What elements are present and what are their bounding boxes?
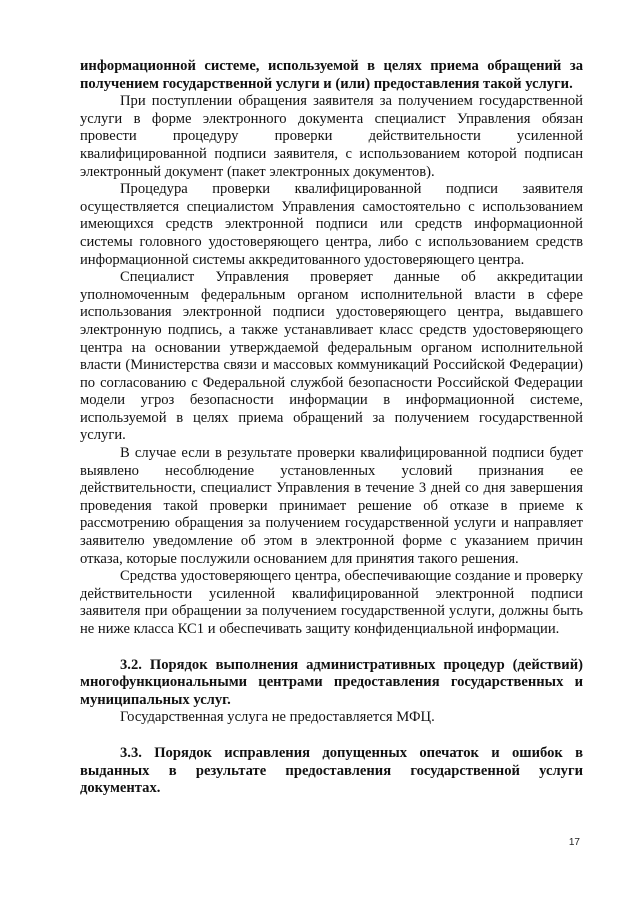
paragraph-signature-check: При поступлении обращения заявителя за получением государственной услуги в форме электронного документа специалист Управления обязан провести процедуру проверки действительности усиленной квалифицированной подписи заявителя, с использованием которой подписан электронный документ (пакет электронных документов).	[80, 93, 583, 180]
paragraph-accreditation: Специалист Управления проверяет данные об аккредитации уполномоченным федеральным органом исполнительной власти в сфере использования электронной подписи удостоверяющего центра, выдавшего электронную подпись, а также устанавливает класс средств удостоверяющего центра на основании утверждаемой федеральным органом исполнительной власти (Министерства связи и массовых коммуникаций Российской Федерации) по согласованию с Федеральной службой безопасности Российской Федерации модели угроз безопасности информации в информационной системе, используемой в целях приема обращений за получением государственной услуги.	[80, 269, 583, 444]
paragraph-continuation: информационной системе, используемой в целях приема обращений за получением государственной услуги и (или) предоставления такой услуги.	[80, 58, 583, 92]
section-heading-3-3: 3.3. Порядок исправления допущенных опечаток и ошибок в выданных в результате предоставления государственной услуги документах.	[80, 744, 583, 797]
paragraph-refusal: В случае если в результате проверки квалифицированной подписи будет выявлено несоблюдение установленных условий признания ее действительности, специалист Управления в течение 3 дней со дня завершения проведения такой проверки принимает решение об отказе в приеме к рассмотрению обращения за получением государственной услуги и направляет заявителю уведомление об этом в электронной форме с указанием причин отказа, которые послужили основанием для принятия такого решения.	[80, 445, 583, 567]
section-heading-3-2: 3.2. Порядок выполнения административных процедур (действий) многофункциональными центрами предоставления государственных и муниципальных услуг.	[80, 656, 583, 708]
paragraph-crypto-means: Средства удостоверяющего центра, обеспечивающие создание и проверку действительности усиленной квалифицированной электронной подписи заявителя при обращении за получением государственной услуги, должны быть не ниже класса КС1 и обеспечивать защиту конфиденциальной информации.	[80, 568, 583, 637]
spacer	[80, 727, 583, 745]
spacer	[80, 639, 583, 657]
paragraph-procedure: Процедура проверки квалифицированной подписи заявителя осуществляется специалистом Управления самостоятельно с использованием имеющихся средств электронной подписи или средств информационной системы головного удостоверяющего центра, либо с использованием средств информационной системы аккредитованного удостоверяющего центра.	[80, 181, 583, 268]
page-number: 17	[568, 837, 580, 848]
document-body	[80, 58, 583, 798]
section-text-3-2: Государственная услуга не предоставляется МФЦ.	[120, 709, 435, 726]
